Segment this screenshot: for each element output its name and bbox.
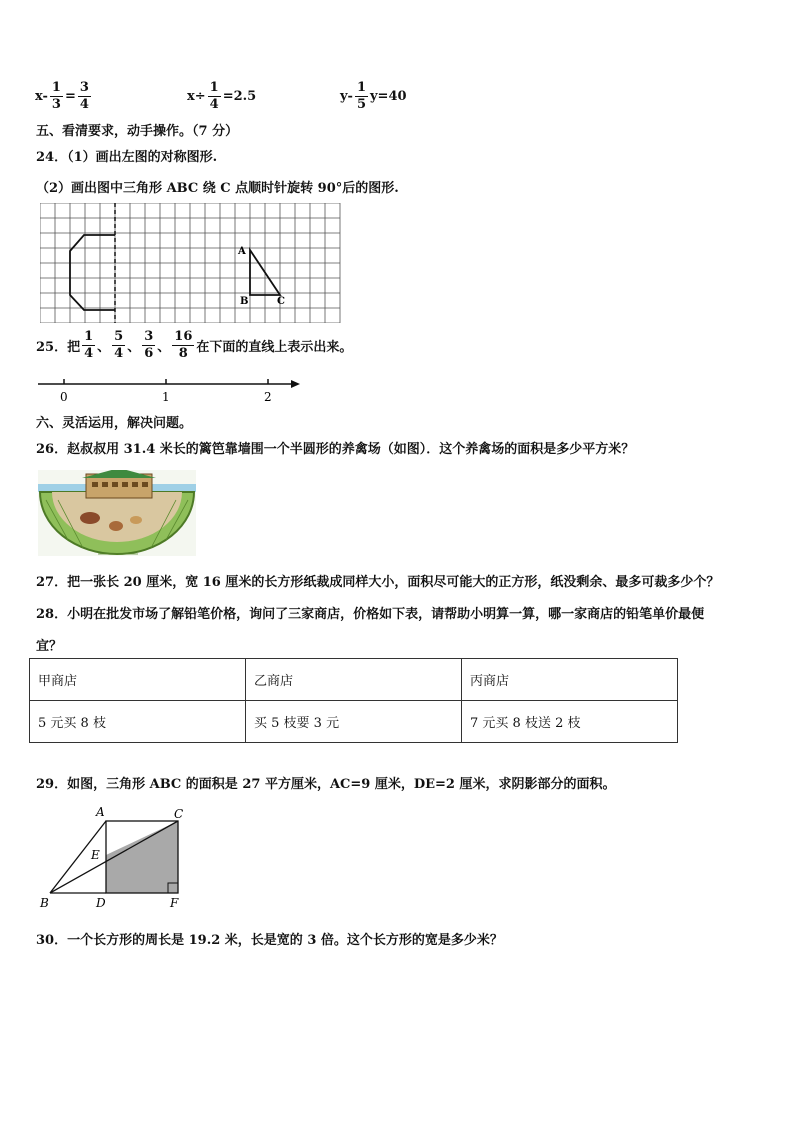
section-5-title: 五、看清要求，动手操作。（7 分） bbox=[36, 124, 239, 139]
animal bbox=[109, 521, 123, 531]
animal bbox=[130, 516, 142, 524]
separator: 、 bbox=[97, 340, 111, 355]
equation-2-lhs: x÷ bbox=[187, 89, 206, 104]
table-cell: 买 5 枝要 3 元 bbox=[246, 701, 462, 743]
tick-label-1: 1 bbox=[162, 390, 170, 404]
table-cell: 5 元买 8 枝 bbox=[30, 701, 246, 743]
label-a: A bbox=[238, 246, 246, 257]
question-25 bbox=[36, 329, 352, 362]
number-line bbox=[38, 374, 303, 404]
equation-1-lhs: x- bbox=[35, 89, 48, 104]
question-26: 26．赵叔叔用 31.4 米长的篱笆靠墙围一个半圆形的养禽场（如图）．这个养禽场的面积是多少平方米？ bbox=[36, 442, 635, 457]
question-28-line-2: 宜？ bbox=[36, 639, 63, 654]
question-28-line-1: 28．小明在批发市场了解铅笔价格，询问了三家商店，价格如下表，请帮助小明算一算，哪一家商店的铅笔单价最便 bbox=[36, 607, 705, 622]
tick-label-2: 2 bbox=[264, 390, 272, 404]
label-e: E bbox=[91, 848, 100, 862]
grid-figure bbox=[40, 203, 342, 323]
separator: 、 bbox=[127, 340, 141, 355]
equation-2-rhs: =2.5 bbox=[222, 89, 257, 104]
question-24-part-1: 24．（1）画出左图的对称图形. bbox=[36, 150, 218, 165]
arrow-icon bbox=[291, 380, 300, 388]
table-header-cell: 甲商店 bbox=[30, 659, 246, 701]
label-b: B bbox=[40, 896, 49, 910]
label-a: A bbox=[96, 805, 105, 819]
fraction: $\frac{1}{5}$ bbox=[356, 80, 366, 112]
shaded-region bbox=[106, 821, 178, 893]
section-6-title: 六、灵活运用，解决问题。 bbox=[36, 416, 193, 431]
label-f: F bbox=[170, 896, 179, 910]
question-25-prefix: 25．把 bbox=[36, 340, 81, 355]
tick-label-0: 0 bbox=[60, 390, 68, 404]
poultry-yard-illustration bbox=[38, 470, 196, 556]
table-header-cell: 乙商店 bbox=[246, 659, 462, 701]
fraction: $\frac{3}{4}$ bbox=[79, 80, 89, 112]
fraction: $\frac{1}{4}$ bbox=[209, 80, 219, 112]
question-24-part-2: （2）画出图中三角形 ABC 绕 C 点顺时针旋转 90°后的图形. bbox=[36, 181, 399, 196]
equation-1-equals: = bbox=[64, 89, 76, 104]
separator: 、 bbox=[157, 340, 171, 355]
label-c: C bbox=[174, 807, 184, 821]
question-30: 30．一个长方形的周长是 19.2 米，长是宽的 3 倍。这个长方形的宽是多少米？ bbox=[36, 933, 503, 948]
fraction: $\frac{1}{3}$ bbox=[51, 80, 61, 112]
equation-3-rhs: y=40 bbox=[370, 89, 407, 104]
half-shape bbox=[70, 235, 115, 310]
fraction: $\frac{1}{4}$ bbox=[84, 329, 94, 361]
table-row bbox=[30, 701, 678, 743]
label-c: C bbox=[277, 296, 285, 307]
question-27: 27．把一张长 20 厘米，宽 16 厘米的长方形纸裁成同样大小，面积尽可能大的正方形，纸没剩余、最多可裁多少个？ bbox=[36, 575, 720, 590]
table-cell: 7 元买 8 枝送 2 枝 bbox=[462, 701, 678, 743]
equation-3-lhs: y- bbox=[340, 89, 353, 104]
question-29: 29．如图，三角形 ABC 的面积是 27 平方厘米，AC=9 厘米，DE=2 厘米，求阴影部分的面积。 bbox=[36, 777, 616, 792]
label-d: D bbox=[96, 896, 106, 910]
equation-3 bbox=[340, 80, 407, 113]
question-25-suffix: 在下面的直线上表示出来。 bbox=[196, 340, 353, 355]
equation-2 bbox=[187, 80, 256, 113]
fraction: $\frac{3}{6}$ bbox=[144, 329, 154, 361]
table-header-row bbox=[30, 659, 678, 701]
equation-1 bbox=[35, 80, 91, 113]
table-header-cell: 丙商店 bbox=[462, 659, 678, 701]
label-b: B bbox=[240, 296, 249, 307]
fraction: $\frac{16}{8}$ bbox=[174, 329, 193, 361]
price-table bbox=[29, 658, 678, 743]
grid-lines bbox=[40, 203, 340, 323]
fraction: $\frac{5}{4}$ bbox=[114, 329, 124, 361]
animal bbox=[80, 512, 100, 524]
geometry-figure bbox=[36, 803, 196, 913]
